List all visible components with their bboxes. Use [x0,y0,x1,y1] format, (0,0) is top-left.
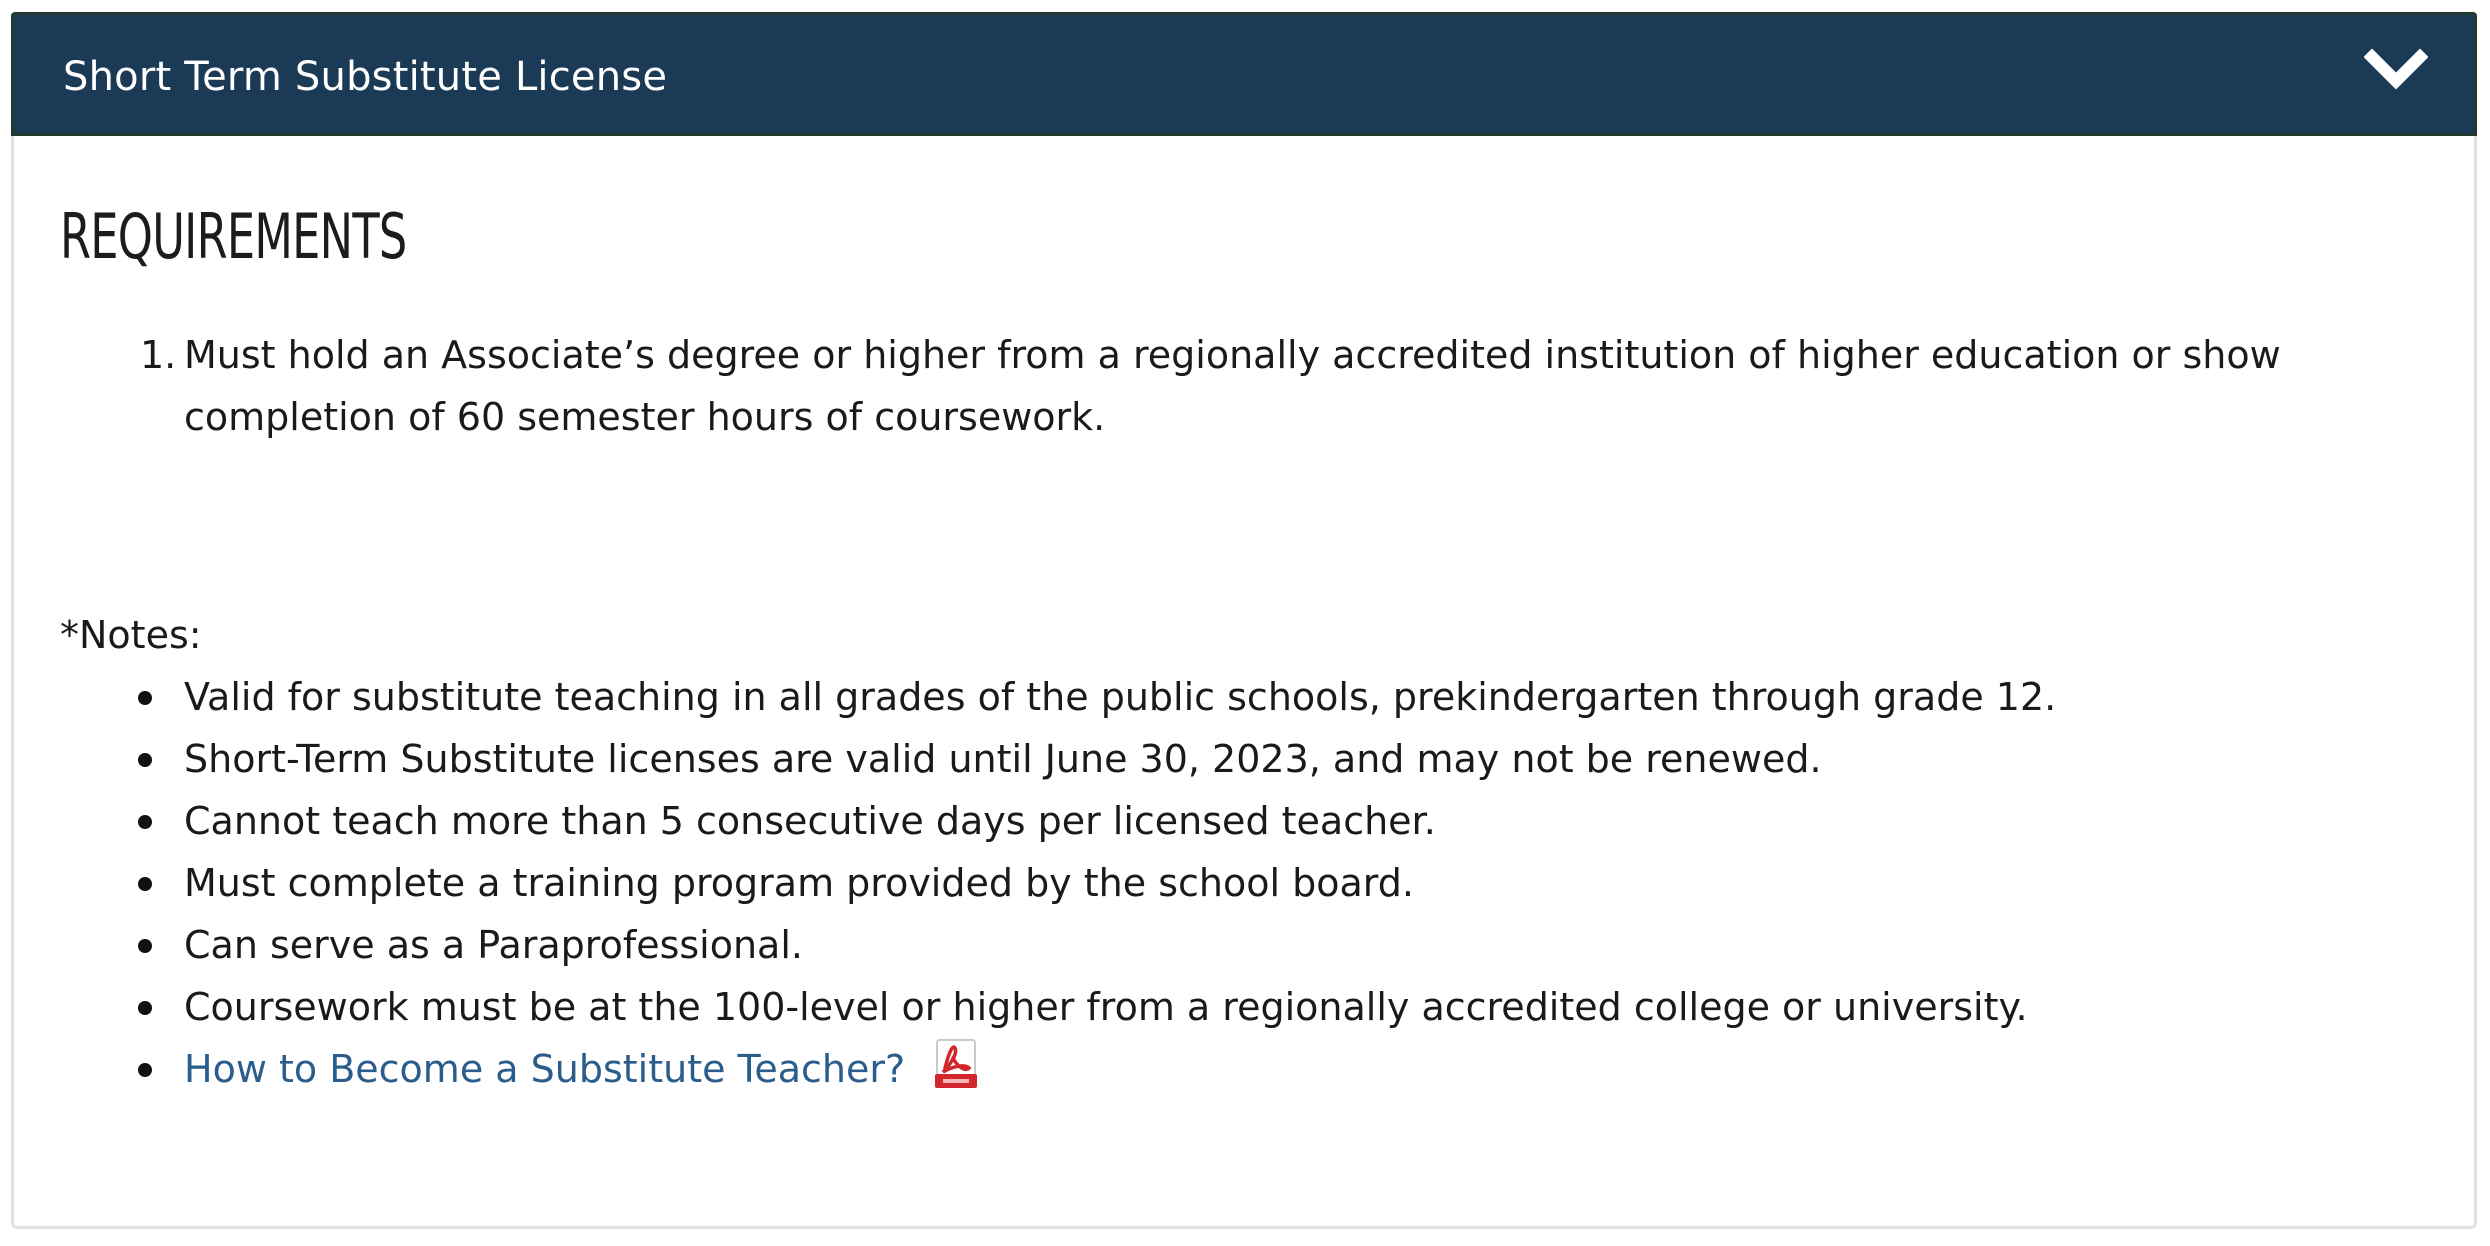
bullet-icon [138,1001,152,1015]
bullet-icon [138,939,152,953]
note-item [184,976,2384,1038]
requirements-list [140,324,2324,448]
panel-title: Short Term Substitute License [63,54,668,100]
panel-header[interactable] [11,12,2477,136]
requirement-number: 1. [140,333,177,377]
notes-label: *Notes: [60,613,202,657]
note-item [184,728,2384,790]
note-text: Can serve as a Paraprofessional. [184,923,803,967]
note-text: Cannot teach more than 5 consecutive days per licensed teacher. [184,799,1436,843]
note-text: Short-Term Substitute licenses are valid until June 30, 2023, and may not be renewed. [184,737,1822,781]
bullet-icon [138,691,152,705]
bullet-icon [138,1063,152,1077]
substitute-teacher-guide-link[interactable]: How to Become a Substitute Teacher? [184,1047,906,1091]
note-item [184,666,2384,728]
pdf-icon[interactable] [931,1038,981,1090]
note-text: Coursework must be at the 100-level or higher from a regionally accredited college or university. [184,985,2028,1029]
requirement-text: Must hold an Associate’s degree or higher from a regionally accredited institution of higher education or show completion of 60 semester hours of coursework. [184,333,2281,439]
note-text: Must complete a training program provided by the school board. [184,861,1414,905]
bullet-icon [138,815,152,829]
bullet-icon [138,753,152,767]
requirement-item [140,324,2324,448]
note-item [184,790,2384,852]
notes-list [184,666,2384,1100]
note-text: Valid for substitute teaching in all grades of the public schools, prekindergarten through grade 12. [184,675,2057,719]
bullet-icon [138,877,152,891]
requirements-heading: REQUIREMENTS [60,200,407,273]
note-item [184,852,2384,914]
license-panel [11,12,2477,1229]
chevron-down-icon[interactable] [2364,45,2428,95]
note-item-link [184,1038,2384,1100]
note-item [184,914,2384,976]
